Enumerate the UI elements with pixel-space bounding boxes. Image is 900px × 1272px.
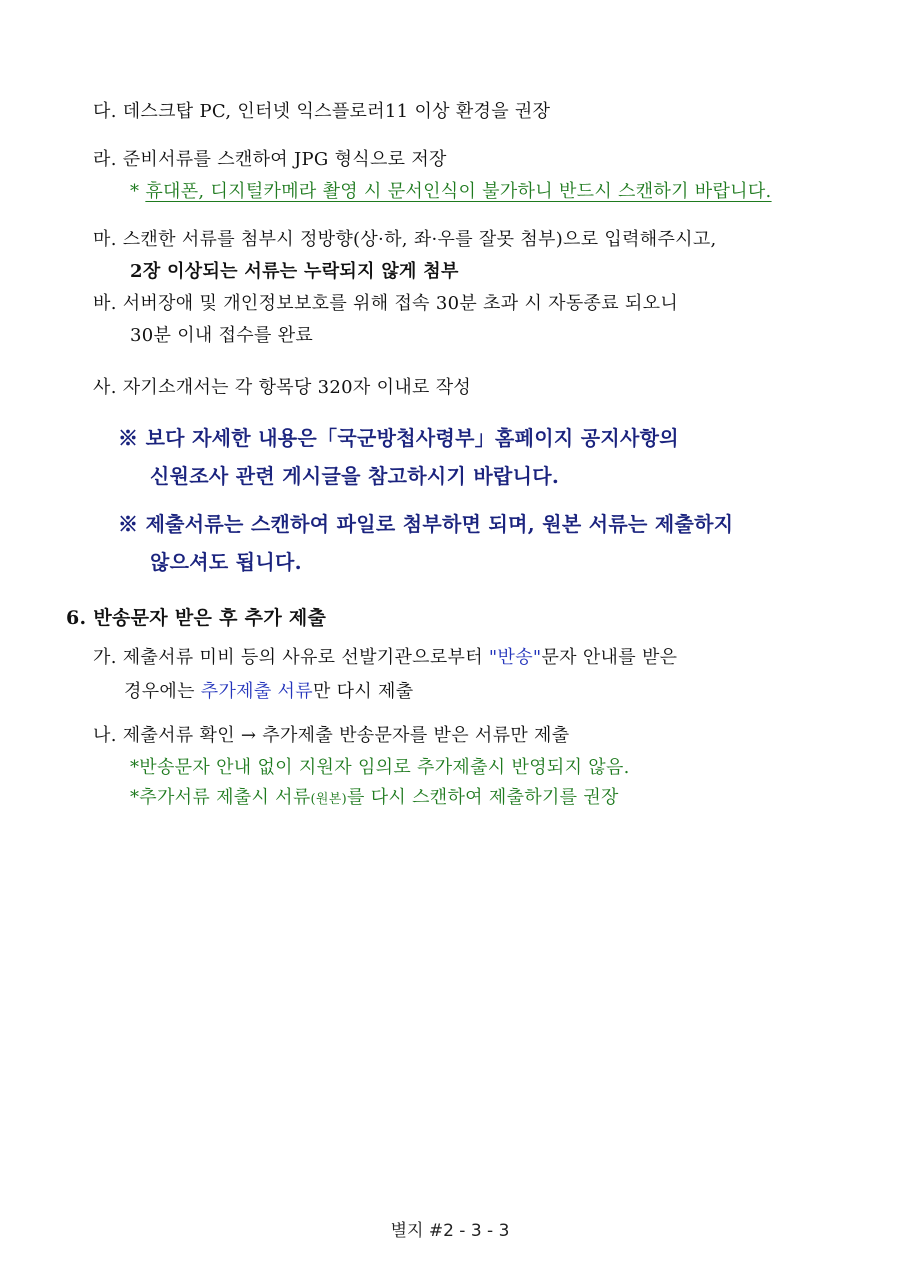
section-6-na-note1: *반송문자 안내 없이 지원자 임의로 추가제출시 반영되지 않음. bbox=[130, 757, 630, 778]
item-ma-line1: 마. 스캔한 서류를 첨부시 정방향(상·하, 좌·우를 잘못 첨부)으로 입력해주시고, bbox=[93, 229, 717, 250]
ga-return-word: "반송" bbox=[488, 647, 542, 668]
notice-2-line2: 않으셔도 됩니다. bbox=[150, 550, 302, 574]
item-ra: 라. 준비서류를 스캔하여 JPG 형식으로 저장 bbox=[93, 149, 447, 170]
section-6-ga-line1 bbox=[93, 646, 677, 670]
page-footer: 별지 #2 - 3 - 3 bbox=[390, 1221, 510, 1241]
item-ba-line2: 30분 이내 접수를 완료 bbox=[130, 325, 314, 346]
note2-text-a: *추가서류 제출시 서류 bbox=[130, 787, 311, 808]
notice-1-line2: 신원조사 관련 게시글을 참고하시기 바랍니다. bbox=[150, 464, 560, 488]
note-text: 휴대폰, 디지털카메라 촬영 시 문서인식이 불가하니 반드시 스캔하기 바랍니다. bbox=[145, 181, 772, 202]
note-star: * bbox=[130, 181, 140, 202]
ga-text-a: 가. 제출서류 미비 등의 사유로 선발기관으로부터 bbox=[93, 647, 489, 668]
item-ba-line1: 바. 서버장애 및 개인정보보호를 위해 접속 30분 초과 시 자동종료 되오니 bbox=[93, 293, 679, 314]
item-sa: 사. 자기소개서는 각 항목당 320자 이내로 작성 bbox=[93, 377, 472, 398]
note2-original: (원본) bbox=[310, 792, 348, 807]
ga2-text-c: 만 다시 제출 bbox=[312, 681, 414, 702]
section-6-ga-line2 bbox=[124, 680, 413, 704]
item-ra-note bbox=[130, 180, 772, 204]
ga-text-c: 문자 안내를 받은 bbox=[541, 647, 678, 668]
item-ma-line2: 2장 이상되는 서류는 누락되지 않게 첨부 bbox=[130, 261, 459, 282]
section-6-na: 나. 제출서류 확인 → 추가제출 반송문자를 받은 서류만 제출 bbox=[93, 725, 570, 746]
notice-2-line1: ※ 제출서류는 스캔하여 파일로 첨부하면 되며, 원본 서류는 제출하지 bbox=[118, 512, 734, 536]
ga2-text-a: 경우에는 bbox=[124, 681, 201, 702]
notice-1-line1: ※ 보다 자세한 내용은「국군방첩사령부」홈페이지 공지사항의 bbox=[118, 426, 679, 450]
section-6-na-note2 bbox=[130, 786, 619, 812]
section-6-title: 6. 반송문자 받은 후 추가 제출 bbox=[66, 607, 327, 629]
item-da: 다. 데스크탑 PC, 인터넷 익스플로러11 이상 환경을 권장 bbox=[93, 101, 551, 122]
ga2-additional-docs: 추가제출 서류 bbox=[200, 681, 313, 702]
note2-text-c: 를 다시 스캔하여 제출하기를 권장 bbox=[347, 787, 619, 808]
